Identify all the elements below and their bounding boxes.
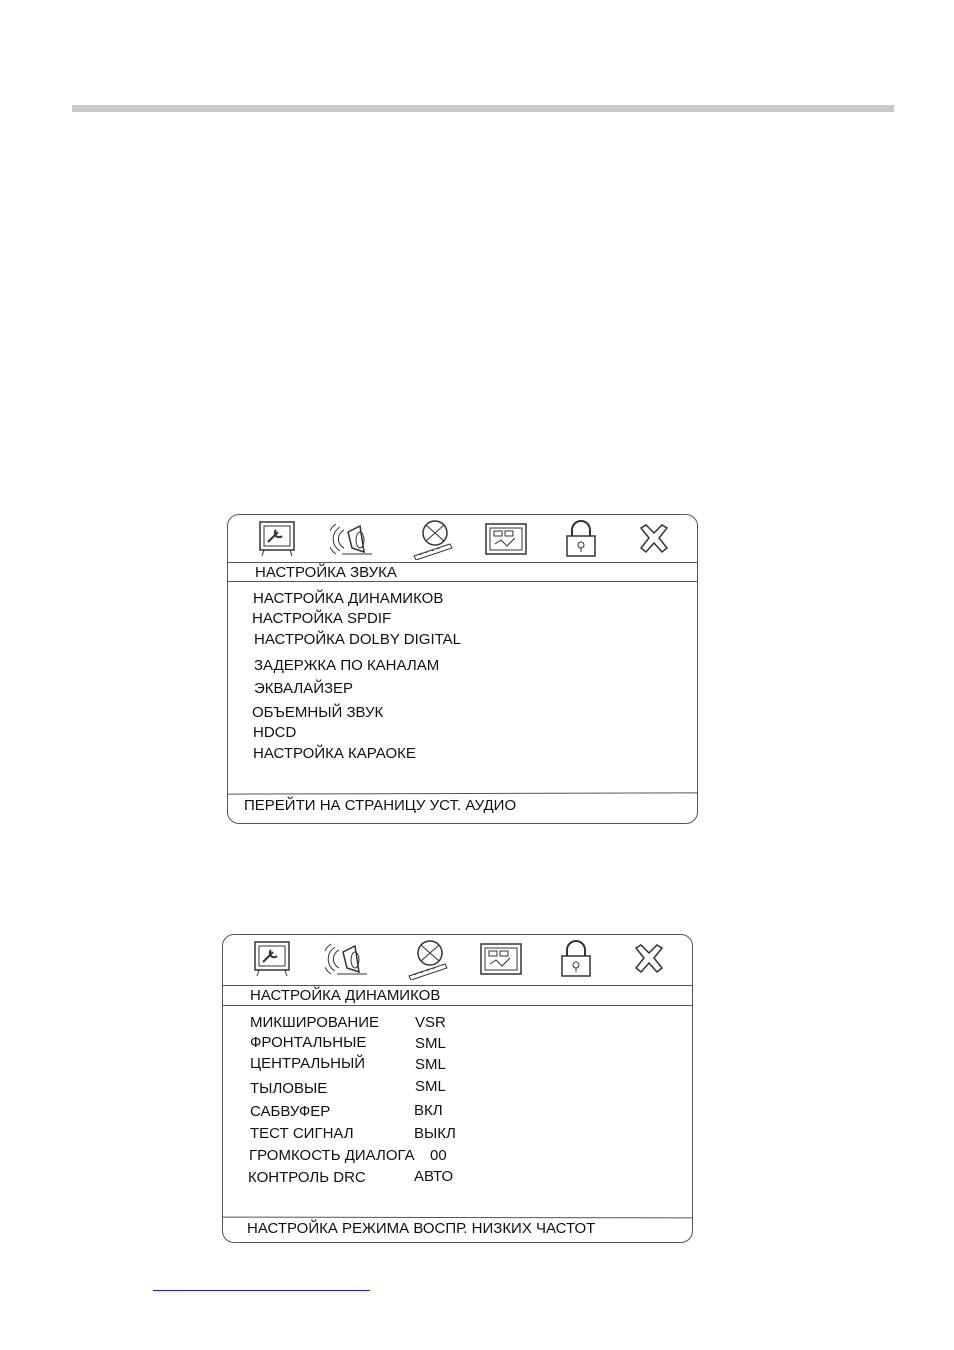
setting-value[interactable]: VSR	[415, 1014, 446, 1031]
speaker-setup-menu	[222, 934, 693, 1243]
title-divider-bottom	[223, 1005, 692, 1006]
setting-value[interactable]: SML	[415, 1056, 446, 1073]
exit-close-icon[interactable]	[626, 938, 672, 980]
audio-setup-icon[interactable]	[330, 518, 376, 560]
general-setup-icon[interactable]	[251, 938, 297, 980]
password-lock-icon[interactable]	[553, 938, 599, 980]
title-divider-top	[223, 985, 692, 986]
menu-item-hdcd[interactable]: HDCD	[253, 724, 297, 741]
preference-icon[interactable]	[483, 518, 529, 560]
setting-label[interactable]: ФРОНТАЛЬНЫЕ	[250, 1034, 367, 1051]
general-setup-icon[interactable]	[256, 518, 302, 560]
setting-label[interactable]: ТЕСТ СИГНАЛ	[250, 1125, 354, 1142]
menu-item-spdif-setup[interactable]: НАСТРОЙКА SPDIF	[252, 610, 392, 627]
audio-setup-menu	[227, 514, 698, 824]
preference-icon[interactable]	[478, 938, 524, 980]
menu-item-surround-sound[interactable]: ОБЪЕМНЫЙ ЗВУК	[252, 704, 384, 721]
password-lock-icon[interactable]	[558, 518, 604, 560]
status-footer: ПЕРЕЙТИ НА СТРАНИЦУ УСТ. АУДИО	[244, 797, 517, 814]
top-divider	[72, 105, 894, 112]
audio-setup-icon[interactable]	[325, 938, 371, 980]
setting-label[interactable]: ЦЕНТРАЛЬНЫЙ	[250, 1055, 366, 1072]
setting-label[interactable]: КОНТРОЛЬ DRC	[248, 1169, 366, 1186]
menu-title: НАСТРОЙКА ЗВУКА	[255, 564, 397, 581]
setting-value[interactable]: SML	[415, 1078, 446, 1095]
link-underline	[153, 1290, 370, 1291]
video-setup-icon[interactable]	[405, 938, 451, 980]
footer-divider	[223, 1217, 692, 1219]
menu-item-channel-delay[interactable]: ЗАДЕРЖКА ПО КАНАЛАМ	[254, 657, 440, 674]
menu-item-karaoke-setup[interactable]: НАСТРОЙКА КАРАОКЕ	[253, 745, 416, 762]
footer-divider	[228, 792, 697, 794]
setting-value[interactable]: АВТО	[414, 1168, 454, 1185]
menu-item-equalizer[interactable]: ЭКВАЛАЙЗЕР	[254, 680, 354, 697]
menu-title: НАСТРОЙКА ДИНАМИКОВ	[250, 987, 441, 1004]
setting-label[interactable]: ГРОМКОСТЬ ДИАЛОГА	[249, 1147, 415, 1164]
menu-icon-bar	[223, 935, 692, 983]
title-divider-top	[228, 562, 697, 563]
video-setup-icon[interactable]	[410, 518, 456, 560]
setting-label[interactable]: САБВУФЕР	[250, 1103, 331, 1120]
setting-label[interactable]: ТЫЛОВЫЕ	[250, 1080, 328, 1097]
setting-label[interactable]: МИКШИРОВАНИЕ	[250, 1014, 380, 1031]
menu-item-dolby-digital-setup[interactable]: НАСТРОЙКА DOLBY DIGITAL	[254, 631, 462, 648]
menu-item-speaker-setup[interactable]: НАСТРОЙКА ДИНАМИКОВ	[253, 590, 444, 607]
title-divider-bottom	[228, 581, 697, 582]
status-footer: НАСТРОЙКА РЕЖИМА ВОСПР. НИЗКИХ ЧАСТОТ	[247, 1220, 596, 1237]
setting-value[interactable]: ВЫКЛ	[414, 1125, 456, 1142]
exit-close-icon[interactable]	[631, 518, 677, 560]
setting-value[interactable]: SML	[415, 1035, 446, 1052]
menu-icon-bar	[228, 515, 697, 563]
setting-value[interactable]: 00	[430, 1147, 447, 1164]
setting-value[interactable]: ВКЛ	[414, 1102, 443, 1119]
